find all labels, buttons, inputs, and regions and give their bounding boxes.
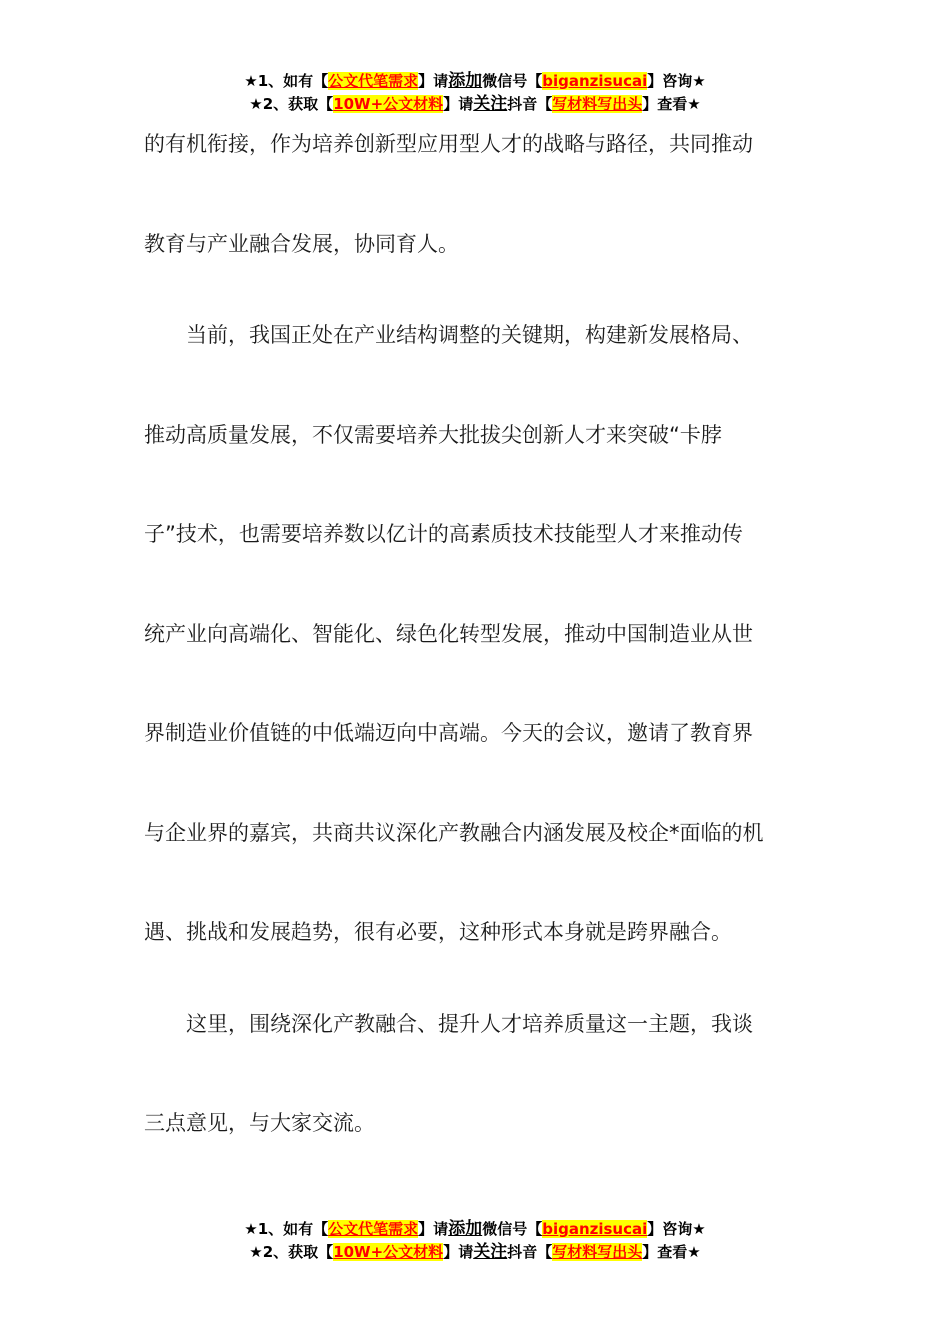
banner-text: 】查看★	[642, 95, 701, 113]
banner-text: 】查看★	[642, 1243, 701, 1261]
banner-text: ★2、获取【	[249, 95, 334, 113]
banner-emphasis: 关注	[473, 1242, 508, 1262]
body-line: 教育与产业融合发展，协同育人。	[144, 232, 459, 256]
highlight-materials: 10W+公文材料	[333, 1243, 444, 1261]
highlight-wechat-id: biganzisucai	[542, 72, 648, 90]
body-line: 当前，我国正处在产业结构调整的关键期，构建新发展格局、	[144, 323, 753, 347]
banner-text: ★1、如有【	[244, 1220, 329, 1238]
body-line: 的有机衔接，作为培养创新型应用型人才的战略与路径，共同推动	[144, 132, 753, 156]
highlight-douyin-id: 写材料写出头	[552, 1243, 643, 1261]
banner-text: 】请	[443, 95, 474, 113]
banner-text: ★1、如有【	[244, 72, 329, 90]
footer-banner	[0, 1218, 950, 1264]
banner-emphasis: 关注	[473, 94, 508, 114]
body-line: 统产业向高端化、智能化、绿色化转型发展，推动中国制造业从世	[144, 622, 753, 646]
highlight-service: 公文代笔需求	[328, 72, 419, 90]
banner-text: 】请	[443, 1243, 474, 1261]
banner-text: ★2、获取【	[249, 1243, 334, 1261]
body-line: 与企业界的嘉宾，共商共议深化产教融合内涵发展及校企*面临的机	[144, 821, 764, 845]
banner-line-2	[0, 93, 950, 116]
banner-text: 微信号【	[482, 1220, 543, 1238]
body-line: 界制造业价值链的中低端迈向中高端。今天的会议，邀请了教育界	[144, 721, 753, 745]
banner-emphasis: 添加	[448, 1219, 483, 1239]
banner-text: 】请	[418, 72, 449, 90]
banner-text: 抖音【	[507, 95, 553, 113]
highlight-douyin-id: 写材料写出头	[552, 95, 643, 113]
banner-text: 】请	[418, 1220, 449, 1238]
header-banner	[0, 70, 950, 116]
banner-emphasis: 添加	[448, 71, 483, 91]
banner-line-1	[0, 1218, 950, 1241]
banner-text: 微信号【	[482, 72, 543, 90]
banner-text: 抖音【	[507, 1243, 553, 1261]
highlight-wechat-id: biganzisucai	[542, 1220, 648, 1238]
banner-text: 】咨询★	[647, 1220, 706, 1238]
highlight-service: 公文代笔需求	[328, 1220, 419, 1238]
banner-line-1	[0, 70, 950, 93]
body-line: 推动高质量发展，不仅需要培养大批拔尖创新人才来突破“卡脖	[144, 423, 722, 447]
body-line: 这里，围绕深化产教融合、提升人才培养质量这一主题，我谈	[144, 1012, 753, 1036]
banner-text: 】咨询★	[647, 72, 706, 90]
body-line: 遇、挑战和发展趋势，很有必要，这种形式本身就是跨界融合。	[144, 920, 732, 944]
highlight-materials: 10W+公文材料	[333, 95, 444, 113]
banner-line-2	[0, 1241, 950, 1264]
body-line: 三点意见，与大家交流。	[144, 1111, 375, 1135]
body-line: 子”技术，也需要培养数以亿计的高素质技术技能型人才来推动传	[144, 522, 743, 546]
